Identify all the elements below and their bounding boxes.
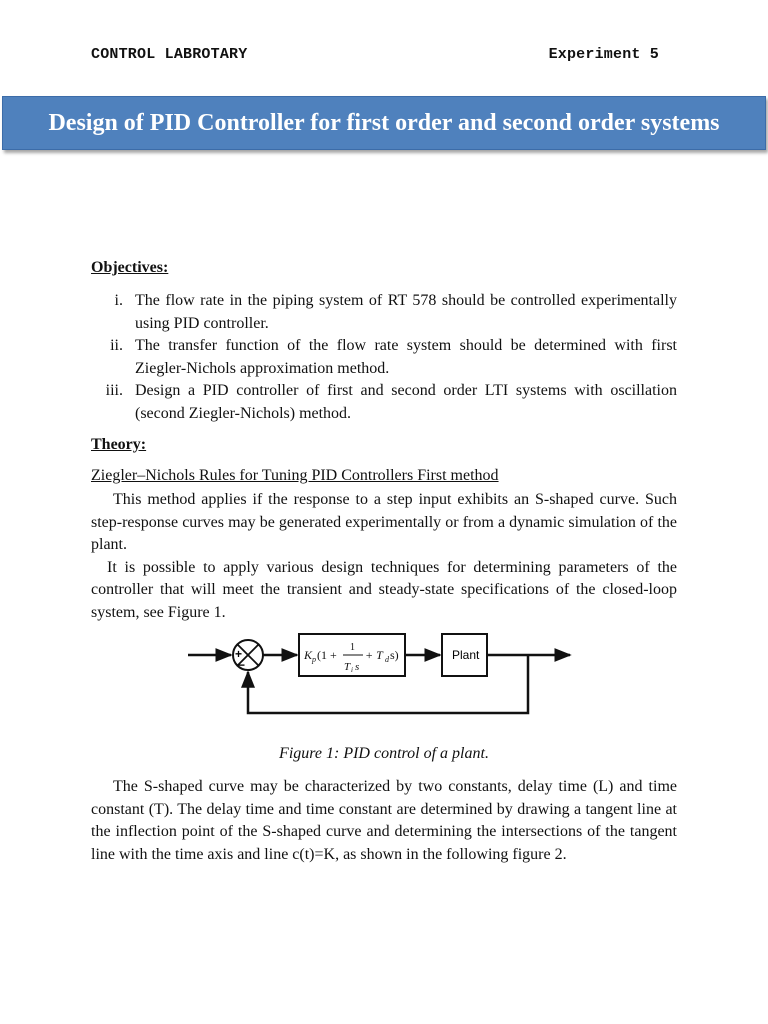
theory-paragraph-2: It is possible to apply various design techniques for determining parameters of the controller that will meet the transient and steady-state specifications of the closed-loop system, see Figure 1. <box>91 558 677 621</box>
close-paren: s) <box>390 648 399 662</box>
document-title: Design of PID Controller for first order and second order systems <box>48 109 720 136</box>
list-item-text: Design a PID controller of first and second order LTI systems with oscillation (second Ziegler-Nichols) method. <box>135 382 677 422</box>
open-paren: (1 + <box>317 648 337 662</box>
header-course-title: CONTROL LABROTARY <box>91 46 248 63</box>
theory-paragraph-3: The S-shaped curve may be characterized by two constants, delay time (L) and time constant (T). The delay time and time constant are determined by drawing a tangent line at the inflection point of the S-shaped curve and determining the intersections of the tangent line with the time axis and line c(t)=K, as shown in the following figure 2. <box>91 778 677 863</box>
objectives-heading-text: Objectives <box>91 259 163 276</box>
td-term: + T <box>365 648 383 662</box>
list-item-number: i. <box>114 292 123 309</box>
objectives-list <box>91 290 677 425</box>
objectives-heading <box>91 259 168 277</box>
figure-1-caption: Figure 1: PID control of a plant. <box>279 745 489 762</box>
list-item-number: iii. <box>105 382 123 399</box>
theory-subheading: Ziegler–Nichols Rules for Tuning PID Controllers First method <box>91 467 499 484</box>
ti-subscript: i <box>351 666 353 674</box>
list-item-text: The transfer function of the flow rate system should be determined with first Ziegler-Nichols approximation method. <box>135 337 677 377</box>
theory-body-bottom <box>91 776 677 866</box>
list-item <box>91 380 677 425</box>
plant-label: Plant <box>452 648 480 662</box>
list-item <box>91 335 677 380</box>
fraction-numerator: 1 <box>350 642 355 653</box>
list-item <box>91 290 677 335</box>
kp-symbol: K <box>304 648 313 662</box>
theory-body-top <box>91 489 677 624</box>
td-subscript: d <box>385 655 389 664</box>
summing-junction <box>233 640 263 672</box>
objectives-colon: : <box>162 259 169 276</box>
kp-subscript: p <box>312 655 316 664</box>
header-experiment-number: Experiment 5 <box>548 46 659 63</box>
pid-block-diagram <box>180 625 580 720</box>
list-item-number: ii. <box>110 337 123 354</box>
denominator-s: s <box>355 661 360 673</box>
theory-paragraph-1: This method applies if the response to a step input exhibits an S-shaped curve. Such step-response curves may be generated experimentally or from a dynamic simulation of the plant. <box>91 491 677 553</box>
theory-heading: Theory: <box>91 436 147 453</box>
plus-sign: + <box>235 647 243 661</box>
minus-sign: − <box>238 658 246 672</box>
fraction-denominator: T <box>344 661 351 673</box>
title-banner <box>2 96 766 150</box>
list-item-text: The flow rate in the piping system of RT 578 should be controlled experimentally using PID controller. <box>135 292 677 332</box>
